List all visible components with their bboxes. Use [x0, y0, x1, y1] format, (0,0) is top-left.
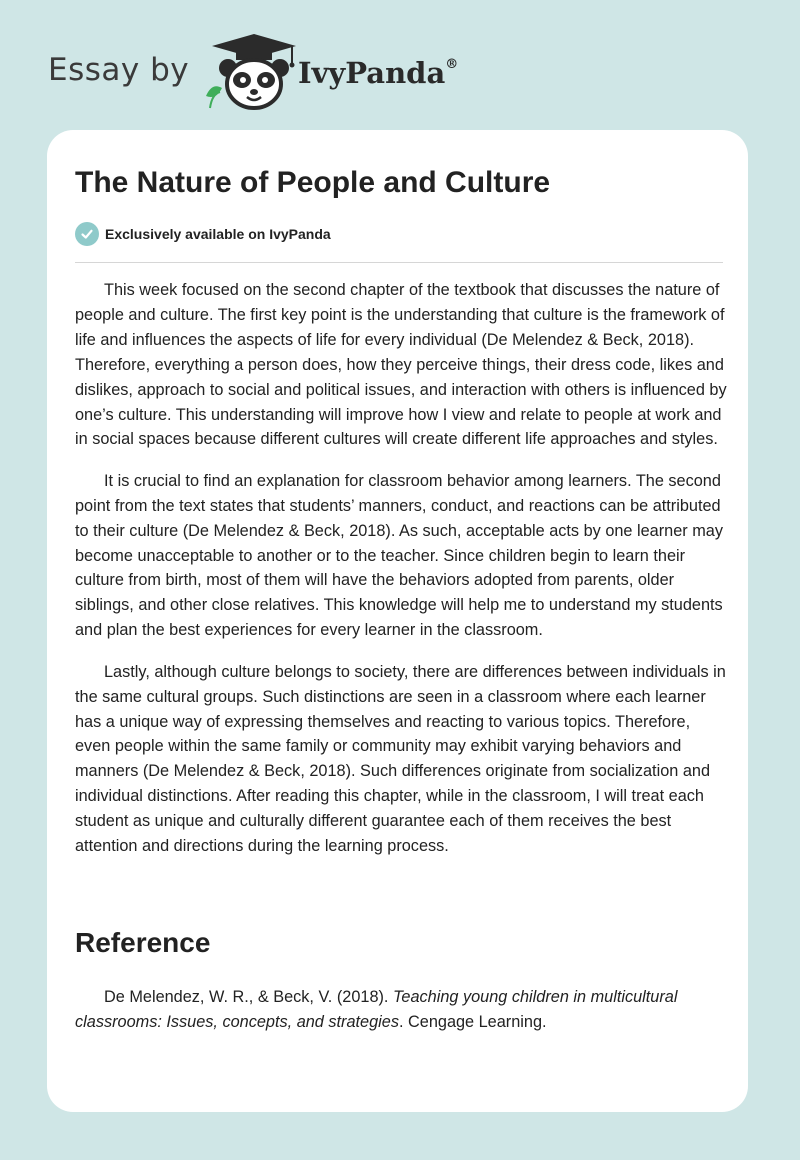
- essay-card: [47, 130, 748, 1112]
- paragraph: It is crucial to find an explanation for classroom behavior among learners. The second point from the text states that students’ manners, conduct, and reactions can be attributed to their culture (De Melendez & Beck, 2018). As such, acceptable acts by one learner may become unacceptable to another or to the teacher. Since children begin to learn their culture from birth, most of them will have the behaviors adopted from parents, older siblings, and other close relatives. This knowledge will help me to understand my students and plan the best experiences for every learner in the classroom.: [75, 471, 723, 640]
- trademark-symbol: ®: [445, 57, 459, 73]
- reference-heading: Reference: [75, 927, 211, 958]
- paragraph: This week focused on the second chapter of the textbook that discusses the nature of people and culture. The first key point is the understanding that culture is the framework of life and influences the aspects of life for every individual (De Melendez & Beck, 2018). Therefore, everything a person does, how they perceive things, their dress code, likes and dislikes, approach to social and political issues, and interaction with others is influenced by one’s culture. This understanding will improve how I view and relate to people at work and in social spaces because different cultures will create different life approaches and styles.: [75, 281, 727, 449]
- essay-body: [75, 278, 727, 875]
- reference-authors: De Melendez, W. R., & Beck, V. (2018).: [104, 988, 393, 1006]
- reference-publisher: . Cengage Learning.: [398, 1012, 547, 1031]
- exclusive-badge-label: Exclusively available on IvyPanda: [105, 226, 331, 242]
- paragraph: Lastly, although culture belongs to society, there are differences between individuals in the same cultural groups. Such distinctions are seen in a classroom where each learner has a unique way of expressing themselves and reacting to various topics. Therefore, even people within the same family or community may exhibit varying behaviors and manners (De Melendez & Beck, 2018). Such differences originate from socialization and individual distinctions. After reading this chapter, while in the classroom, I will treat each student as unique and culturally different guarantee each of them receives the best attention and directions during the learning process.: [75, 662, 726, 856]
- reference-entry: [75, 985, 727, 1035]
- brand-name-text: IvyPanda: [298, 56, 446, 90]
- brand-name[interactable]: [298, 56, 458, 90]
- brand-header: [48, 34, 508, 114]
- essay-by-label: Essay by: [48, 52, 190, 88]
- divider: [75, 262, 723, 263]
- checkmark-icon: [75, 222, 99, 246]
- page-title: The Nature of People and Culture: [75, 166, 551, 199]
- panda-graduate-icon[interactable]: [202, 34, 302, 110]
- exclusive-badge: [75, 222, 331, 246]
- reference-book-title: Teaching young children in multicultural classrooms: Issues, concepts, and strategies: [75, 988, 678, 1031]
